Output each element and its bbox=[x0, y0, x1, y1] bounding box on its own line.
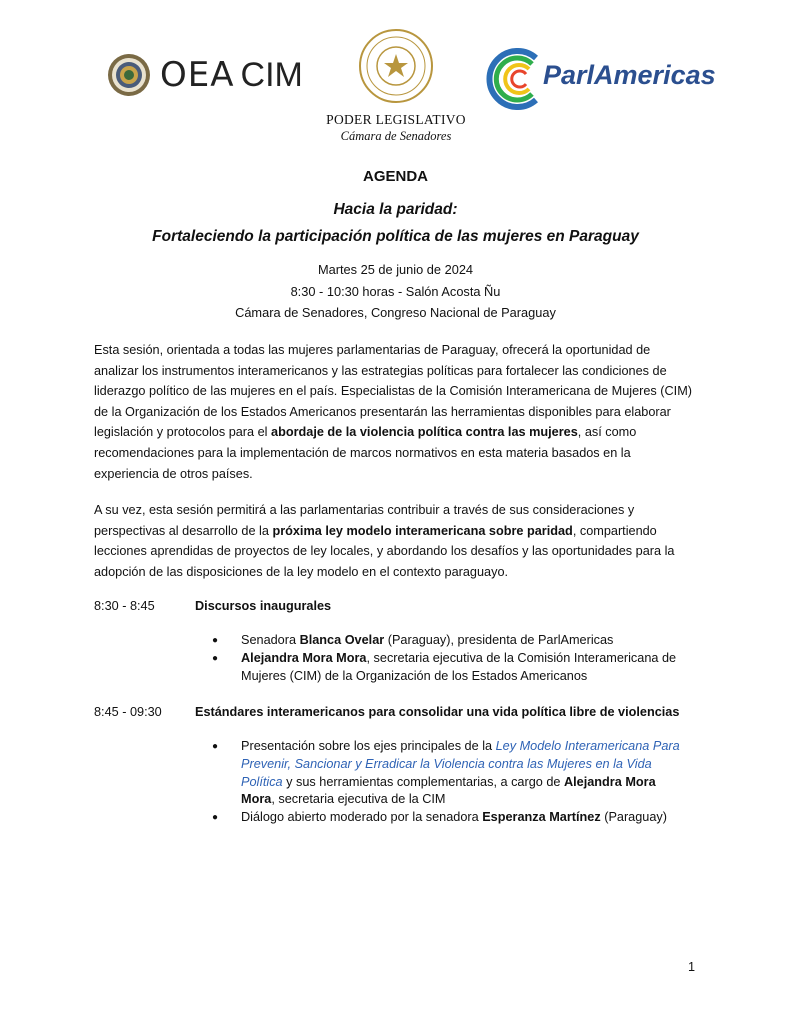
ley-modelo-link[interactable]: Ley Modelo Interamericana Para Prevenir, Sancionar y Erradicar la Violencia contra las Mujeres en la Vida Política bbox=[241, 739, 680, 789]
session-time: 8:45 - 09:30 bbox=[94, 705, 162, 719]
poder-legislativo-text: PODER LEGISLATIVO bbox=[326, 112, 466, 127]
session-2-list bbox=[212, 738, 682, 827]
session-1-list bbox=[212, 632, 682, 685]
oas-emblem-icon bbox=[106, 52, 152, 98]
parlamericas-arcs-icon bbox=[480, 48, 544, 110]
event-time: 8:30 - 10:30 horas - Salón Acosta Ñu bbox=[290, 284, 501, 299]
cim-logo-text: CIM bbox=[240, 56, 303, 94]
oea-logo-text: OEA bbox=[160, 55, 235, 95]
session-title: Discursos inaugurales bbox=[195, 599, 332, 613]
event-date: Martes 25 de junio de 2024 bbox=[317, 262, 474, 277]
list-item: ● Diálogo abierto moderado por la senadora Esperanza Martínez (Paraguay) bbox=[212, 809, 682, 827]
page-number: 1 bbox=[688, 960, 696, 974]
camara-senadores-text: Cámara de Senadores bbox=[340, 129, 452, 143]
parlamericas-logo-text: ParlAmericas bbox=[543, 60, 716, 90]
list-item: ● Alejandra Mora Mora, secretaria ejecutiva de la Comisión Interamericana de Mujeres (CIM) de la Organización de los Estados Americanos bbox=[212, 650, 682, 686]
intro-paragraph-1: Esta sesión, orientada a todas las mujeres parlamentarias de Paraguay, ofrecerá la oportunidad de analizar los instrumentos interamericanos y las estrategias políticas para fortalecer las condiciones de liderazgo político de las mujeres en el país. Especialistas de la Comisión Interamericana de Mujeres (CIM) de la Organización de los Estados Americanos presentarán las herramientas disponibles para elaborar legislación y protocolos para el abordaje de la violencia política contra las mujeres, así como recomendaciones para la implementación de marcos normativos en esta materia basados en la experiencia de otros países. bbox=[94, 343, 692, 481]
paraguay-seal-icon bbox=[358, 26, 434, 106]
event-place: Cámara de Senadores, Congreso Nacional de Paraguay bbox=[235, 305, 556, 320]
session-time: 8:30 - 8:45 bbox=[94, 599, 155, 613]
oea-cim-logo bbox=[106, 52, 301, 98]
intro-paragraph-2: A su vez, esta sesión permitirá a las parlamentarias contribuir a través de sus consideraciones y perspectivas al desarrollo de la próxima ley modelo interamericana sobre paridad, compartiendo lecciones aprendidas de proyectos de ley locales, y abordando los desafíos y las oportunidades para la adopción de las disposiciones de la ley modelo en el contexto paraguayo. bbox=[94, 503, 675, 579]
session-title: Estándares interamericanos para consolidar una vida política libre de violencias bbox=[195, 705, 680, 719]
parlamericas-logo bbox=[480, 48, 716, 110]
list-item: ● Presentación sobre los ejes principales de la Ley Modelo Interamericana Para Prevenir, Sancionar y Erradicar la Violencia contra las Mujeres en la Vida Política y sus herramientas complementarias, a cargo de Alejandra Mora Mora, secretaria ejecutiva de la CIM bbox=[212, 738, 682, 809]
subtitle-line-2: Fortaleciendo la participación política de las mujeres en Paraguay bbox=[152, 228, 639, 245]
agenda-title: AGENDA bbox=[362, 168, 428, 185]
list-item: ● Senadora Blanca Ovelar (Paraguay), presidenta de ParlAmericas bbox=[212, 632, 682, 650]
poder-legislativo-logo bbox=[316, 26, 476, 146]
subtitle-line-1: Hacia la paridad: bbox=[333, 201, 458, 218]
